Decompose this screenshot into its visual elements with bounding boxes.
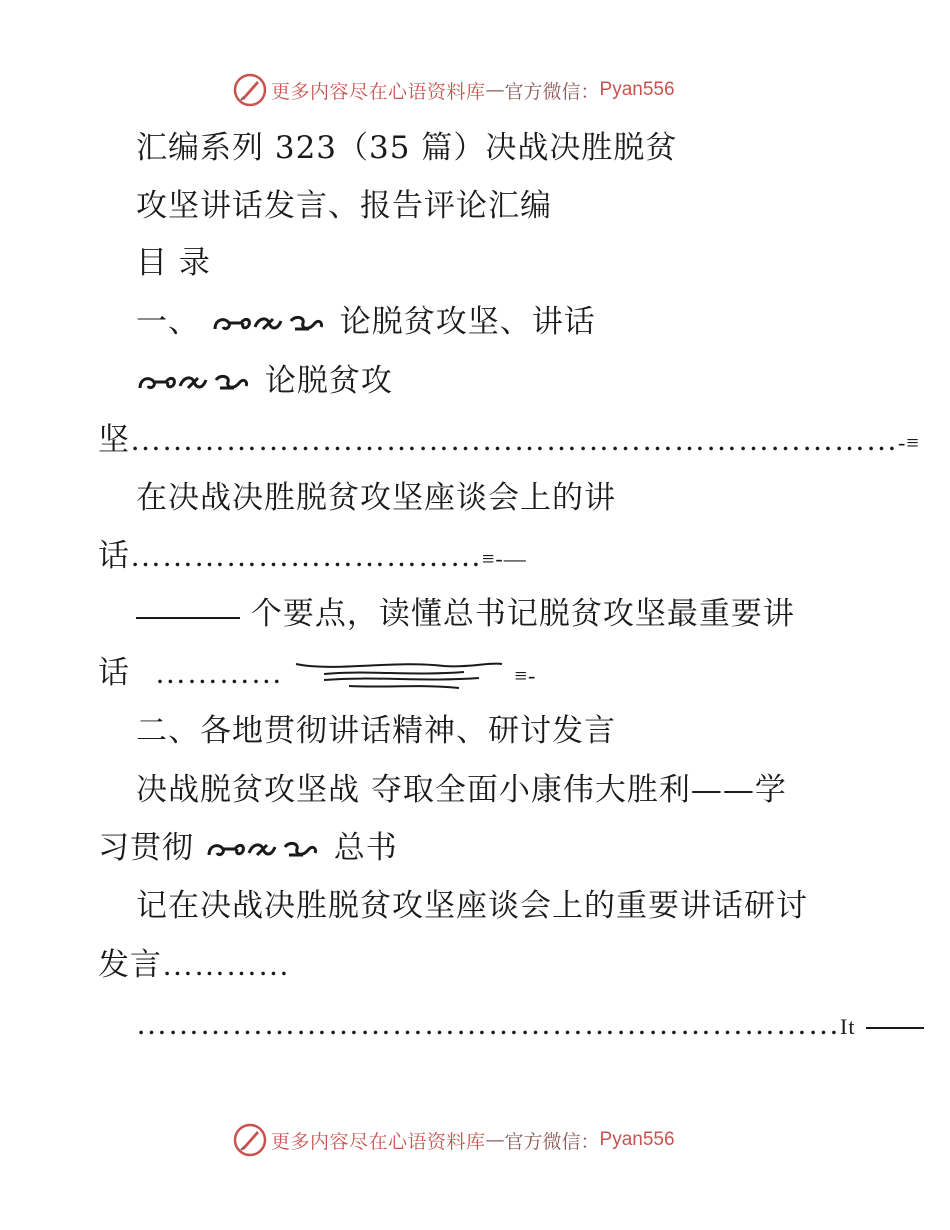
watermark-wechat-label: 官方微信： (504, 80, 600, 103)
toc-entry-4-line-2 (98, 828, 398, 868)
dash-rule-icon (866, 1018, 924, 1034)
wavy-lines-icon (294, 658, 504, 692)
watermark-site-name: 更多内容尽在心语资料库 (271, 80, 486, 103)
entry-3-title-cont: 话 (98, 655, 130, 691)
dash-rule-icon (136, 606, 240, 626)
document-title-line-1: 汇编系列 323（35 篇）决战决胜脱贫 (136, 130, 678, 166)
watermark-header (233, 72, 675, 108)
ornament-glyph-icon (136, 370, 254, 396)
watermark-dash: — (485, 79, 505, 101)
toc-entry-4-line-3: 记在决战决胜脱贫攻坚座谈会上的重要讲话研讨 (136, 888, 808, 924)
entry-2-leader-dots: …………………………… (130, 538, 482, 573)
entry-3-leader-dots: ………… (154, 655, 283, 690)
entry-4-leader-dots-2: ………………………………………………………… (136, 1006, 840, 1041)
toc-heading: 目 录 (136, 245, 211, 281)
entry-2-title-cont: 话 (98, 538, 130, 574)
watermark-footer (233, 1122, 675, 1158)
quill-logo-icon (233, 1123, 267, 1157)
quill-logo-icon (233, 73, 267, 107)
entry-3-page-number: ≡- (514, 663, 537, 688)
toc-entry-2-cont (98, 536, 527, 579)
toc-entry-2: 在决战决胜脱贫攻坚座谈会上的讲 (136, 480, 616, 516)
watermark-wechat-label: 官方微信： (504, 1130, 600, 1153)
watermark-wechat-id: Pyan556 (599, 79, 675, 100)
toc-entry-3-cont (98, 653, 536, 696)
toc-entry-4: 决战脱贫攻坚战 夺取全面小康伟大胜利——学 (136, 772, 787, 808)
entry-4-page-number: It (840, 1014, 856, 1039)
entry-4-line-2-prefix: 习贯彻 (98, 830, 194, 866)
entry-1-title-cont: 坚 (98, 422, 130, 458)
entry-4-line-2-suffix: 总书 (333, 830, 398, 866)
entry-1-page-number: -≡ (898, 430, 920, 455)
watermark-dash: — (485, 1129, 505, 1151)
section-1-prefix: 一、 (136, 304, 200, 340)
toc-entry-3 (136, 594, 795, 634)
entry-1-leader-dots: ……………………………………………………………… (130, 422, 898, 457)
toc-section-2: 二、各地贯彻讲话精神、研讨发言 (136, 713, 616, 749)
ornament-glyph-icon (205, 837, 323, 863)
entry-1-title: 论脱贫攻 (264, 363, 393, 399)
section-1-title: 论脱贫攻坚、讲话 (339, 304, 596, 340)
entry-4-leader-dots-1: ………… (162, 947, 290, 982)
toc-entry-4-line-5 (136, 1004, 924, 1047)
toc-entry-4-line-4 (98, 945, 290, 985)
entry-2-page-number: ≡-— (482, 546, 527, 571)
entry-3-title: 个要点，读懂总书记脱贫攻坚最重要讲 (250, 596, 795, 632)
document-title-line-2: 攻坚讲话发言、报告评论汇编 (136, 188, 552, 224)
toc-entry-1 (136, 361, 393, 401)
toc-section-1 (136, 302, 596, 342)
ornament-glyph-icon (211, 311, 329, 337)
watermark-wechat-id: Pyan556 (599, 1129, 675, 1150)
entry-4-line-4-text: 发言 (98, 947, 162, 983)
watermark-site-name: 更多内容尽在心语资料库 (271, 1130, 486, 1153)
toc-entry-1-cont (98, 420, 920, 463)
